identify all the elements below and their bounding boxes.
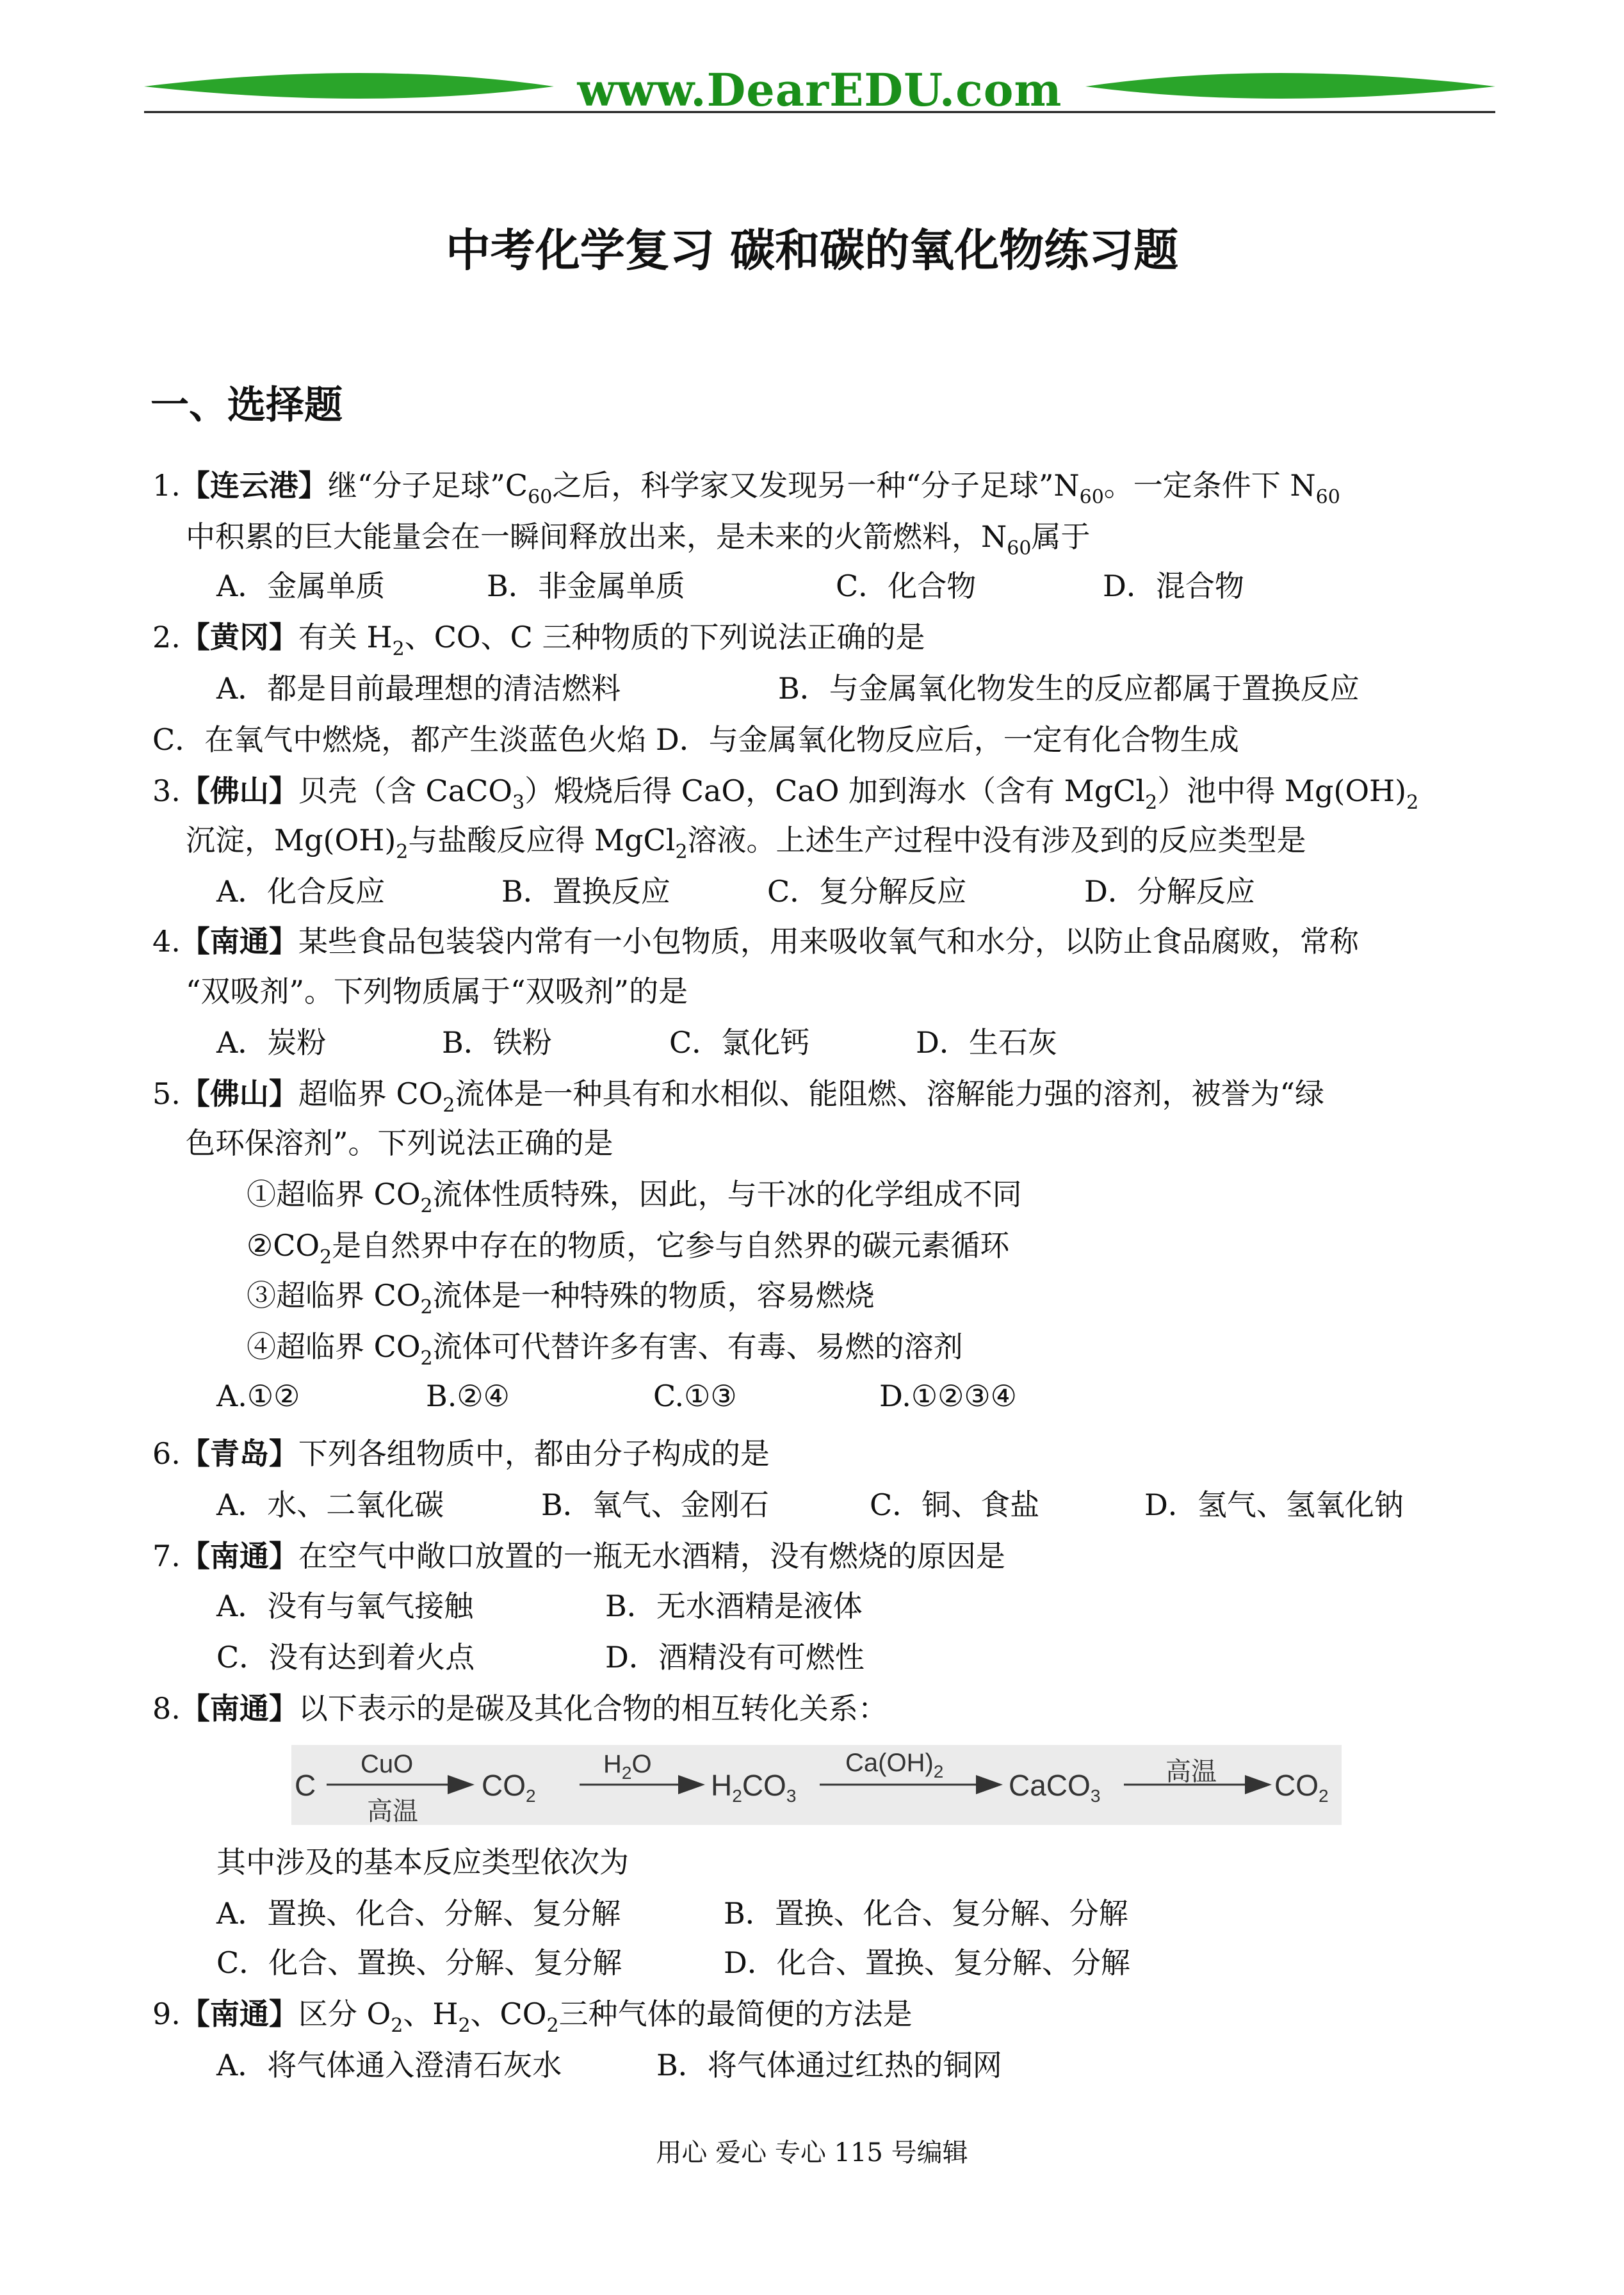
question-2-option-cd: C．在氧气中燃烧，都产生淡蓝色火焰 D．与金属氧化物反应后，一定有化合物生成 xyxy=(152,722,1239,757)
question-source-tag: 【南通】 xyxy=(180,924,298,959)
question-3-option-b: B．置换反应 xyxy=(501,874,670,909)
question-7-option-c: C．没有达到着火点 xyxy=(216,1640,475,1675)
condition-high-temp-2: 高温 xyxy=(1165,1758,1217,1786)
reagent-caoh2: $Ca(OH)_2$ xyxy=(845,1749,944,1781)
page-title: 中考化学复习 碳和碳的氧化物练习题 xyxy=(445,224,1179,277)
question-4-option-a: A．炭粉 xyxy=(216,1025,327,1060)
question-5-option-b: B.②④ xyxy=(426,1379,510,1413)
question-5-statement-3: ③超临界 $CO_2$流体是一种特殊的物质，容易燃烧 xyxy=(247,1278,875,1318)
question-number: 8. xyxy=(152,1691,181,1726)
species-caco3: CaCO$_3$ xyxy=(1009,1769,1101,1806)
question-3-option-d: D．分解反应 xyxy=(1084,874,1255,909)
question-number: 2. xyxy=(152,620,181,654)
question-7-line-1: 7.【南通】在空气中敞口放置的一瓶无水酒精，没有燃烧的原因是 xyxy=(152,1539,1005,1573)
question-8-option-d: D．化合、置换、复分解、分解 xyxy=(724,1945,1130,1980)
question-5-statement-2: $②CO_2$是自然界中存在的物质，它参与自然界的碳元素循环 xyxy=(247,1228,1010,1269)
question-5-statement-4: ④超临界 $CO_2$流体可代替许多有害、有毒、易燃的溶剂 xyxy=(247,1329,963,1370)
question-3-option-c: C．复分解反应 xyxy=(767,874,967,909)
question-1-option-a: A．金属单质 xyxy=(216,569,386,603)
question-8-line-1: 8.【南通】以下表示的是碳及其化合物的相互转化关系： xyxy=(152,1691,888,1726)
question-7-option-a: A．没有与氧气接触 xyxy=(216,1589,474,1623)
question-5-line-1: 5.【佛山】超临界 $CO_2$流体是一种具有和水相似、能阻燃、溶解能力强的溶剂，被誉为“绿 xyxy=(152,1076,1325,1117)
question-number: 4. xyxy=(152,924,181,959)
question-number: 6. xyxy=(152,1436,181,1471)
site-header xyxy=(144,61,1495,125)
question-number: 9. xyxy=(152,1997,181,2031)
question-1-option-b: B．非金属单质 xyxy=(487,569,685,603)
question-4-option-d: D．生石灰 xyxy=(916,1025,1057,1060)
question-2-option-a: A．都是目前最理想的清洁燃料 xyxy=(216,671,621,706)
question-3-option-a: A．化合反应 xyxy=(216,874,386,909)
question-4-line-1: 4.【南通】某些食品包装袋内常有一小包物质，用来吸收氧气和水分，以防止食品腐败，常称 xyxy=(152,924,1359,959)
question-8-option-b: B．置换、化合、复分解、分解 xyxy=(724,1896,1128,1931)
question-3-line-2: 沉淀，$Mg(OH)_2$与盐酸反应得 MgCl$_2$溶液。上述生产过程中没有涉及到的反应类型是 xyxy=(186,823,1306,863)
question-6-option-c: C．铜、食盐 xyxy=(870,1488,1040,1522)
question-9-option-b: B．将气体通过红热的铜网 xyxy=(656,2048,1002,2082)
question-source-tag: 【连云港】 xyxy=(180,468,328,503)
question-source-tag: 【南通】 xyxy=(180,1539,298,1573)
reaction-scheme xyxy=(291,1745,1342,1825)
question-source-tag: 【青岛】 xyxy=(180,1436,298,1471)
question-8-option-c: C．化合、置换、分解、复分解 xyxy=(216,1945,622,1980)
question-source-tag: 【黄冈】 xyxy=(180,620,298,654)
page-footer: 用心 爱心 专心 115 号编辑 xyxy=(656,2138,968,2168)
question-9-line-1: 9.【南通】区分 $O_2$、$H_2$、$CO_2$三种气体的最简便的方法是 xyxy=(152,1997,913,2037)
question-6-option-d: D．氢气、氢氧化钠 xyxy=(1144,1488,1404,1522)
question-number: 7. xyxy=(152,1539,181,1573)
question-4-option-b: B．铁粉 xyxy=(442,1025,552,1060)
question-source-tag: 【佛山】 xyxy=(180,774,298,808)
question-5-statement-1: ①超临界 $CO_2$流体性质特殊，因此，与干冰的化学组成不同 xyxy=(247,1177,1022,1217)
question-number: 1. xyxy=(152,468,181,503)
question-source-tag: 【南通】 xyxy=(180,1997,298,2031)
species-h2co3: $H_2CO_3$ xyxy=(711,1769,797,1806)
question-8-line-2: 其中涉及的基本反应类型依次为 xyxy=(216,1845,629,1879)
question-source-tag: 【佛山】 xyxy=(180,1076,298,1111)
question-7-option-d: D．酒精没有可燃性 xyxy=(605,1640,865,1675)
question-8-option-a: A．置换、化合、分解、复分解 xyxy=(216,1896,621,1931)
question-5-option-a: A.①② xyxy=(216,1379,300,1413)
reagent-h2o: $H_2O$ xyxy=(603,1750,652,1783)
question-4-option-c: C．氯化钙 xyxy=(669,1025,810,1060)
question-6-option-a: A．水、二氧化碳 xyxy=(216,1488,444,1522)
question-5-option-c: C.①③ xyxy=(653,1379,737,1413)
site-logo-text: www.DearEDU.com xyxy=(577,63,1062,117)
question-2-line-1: 2.【黄冈】有关 $H_2$、CO、C 三种物质的下列说法正确的是 xyxy=(152,620,925,660)
species-co2-2: $CO_2$ xyxy=(1274,1769,1329,1806)
question-number: 3. xyxy=(152,774,181,808)
question-2-option-b: B．与金属氧化物发生的反应都属于置换反应 xyxy=(778,671,1360,706)
question-1-line-1: 1.【连云港】继“分子足球$”C_{60}$之后，科学家又发现另一种“分子足球$”N_{60}$。一定条件下 $N_{60}$ xyxy=(152,468,1340,508)
question-5-option-d: D.①②③④ xyxy=(879,1379,1017,1413)
species-co2-1: $CO_2$ xyxy=(482,1769,536,1806)
question-3-line-1: 3.【佛山】贝壳（含 CaCO$_3$）煅烧后得 CaO，CaO 加到海水（含有 MgCl$_2$）池中得 $Mg(OH)_2$ xyxy=(152,774,1419,814)
condition-high-temp-1: 高温 xyxy=(367,1797,418,1826)
question-5-line-2: 色环保溶剂”。下列说法正确的是 xyxy=(186,1126,613,1160)
question-7-option-b: B．无水酒精是液体 xyxy=(605,1589,863,1623)
question-source-tag: 【南通】 xyxy=(180,1691,298,1726)
question-9-option-a: A．将气体通入澄清石灰水 xyxy=(216,2048,562,2082)
question-6-line-1: 6.【青岛】下列各组物质中，都由分子构成的是 xyxy=(152,1436,770,1471)
species-carbon: C xyxy=(295,1769,316,1802)
question-1-option-c: C．化合物 xyxy=(836,569,977,603)
section-heading: 一、选择题 xyxy=(150,383,343,428)
question-1-line-2: 中积累的巨大能量会在一瞬间释放出来，是未来的火箭燃料，$N_{60}$属于 xyxy=(186,519,1091,560)
question-number: 5. xyxy=(152,1076,181,1111)
question-6-option-b: B．氧气、金刚石 xyxy=(541,1488,769,1522)
reagent-cuo: CuO xyxy=(361,1750,414,1778)
question-1-option-d: D．混合物 xyxy=(1103,569,1244,603)
question-4-line-2: “双吸剂”。下列物质属于“双吸剂”的是 xyxy=(186,974,688,1009)
